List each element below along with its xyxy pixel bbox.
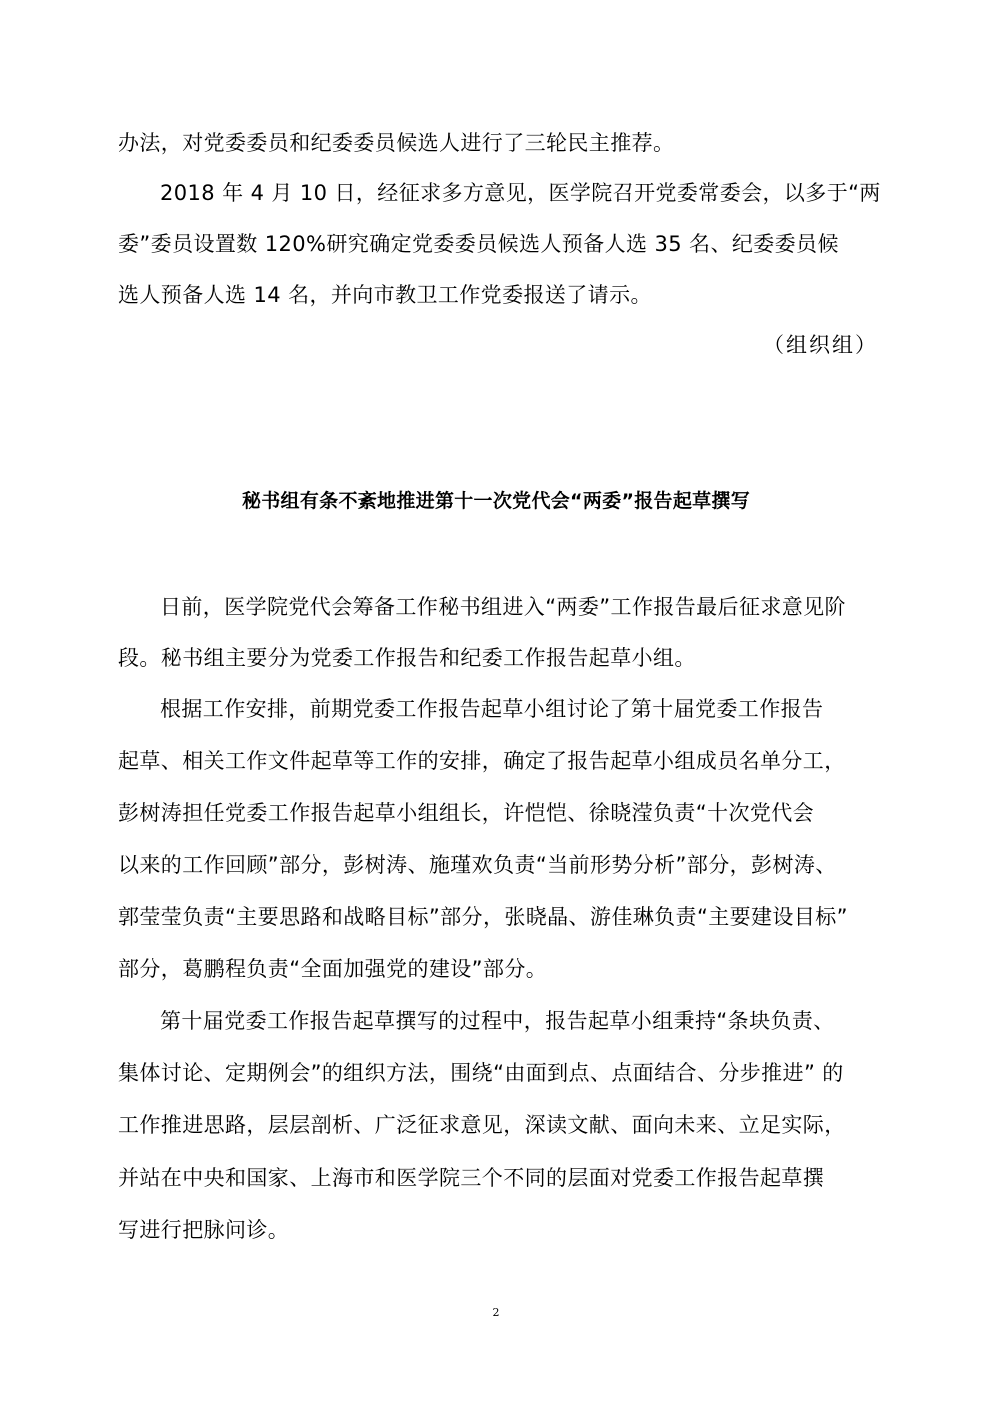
paragraph-line: 选人预备人选 14 名，并向市教卫工作党委报送了请示。 bbox=[118, 283, 652, 307]
paragraph-line: 以来的工作回顾”部分，彭树涛、施瑾欢负责“当前形势分析”部分，彭树涛、 bbox=[118, 853, 837, 877]
article-title: 秘书组有条不紊地推进第十一次党代会“两委”报告起草撰写 bbox=[241, 490, 751, 512]
page-number: 2 bbox=[492, 1306, 500, 1319]
paragraph-line: 办法，对党委委员和纪委委员候选人进行了三轮民主推荐。 bbox=[118, 131, 675, 155]
paragraph-line: 集体讨论、定期例会”的组织方法，围绕“由面到点、点面结合、分步推进” 的 bbox=[118, 1061, 844, 1085]
paragraph-line: 写进行把脉问诊。 bbox=[118, 1218, 290, 1242]
paragraph-line: 工作推进思路，层层剖析、广泛征求意见，深读文献、面向未来、立足实际， bbox=[118, 1113, 846, 1137]
paragraph-line: 2018 年 4 月 10 日，经征求多方意见，医学院召开党委常委会，以多于“两 bbox=[160, 181, 881, 205]
paragraph-line: 郭莹莹负责“主要思路和战略目标”部分，张晓晶、游佳琳负责“主要建设目标” bbox=[118, 905, 848, 929]
paragraph-line: 部分，葛鹏程负责“全面加强党的建设”部分。 bbox=[118, 957, 548, 981]
paragraph-line: 根据工作安排，前期党委工作报告起草小组讨论了第十届党委工作报告 bbox=[160, 697, 824, 721]
paragraph-line: 日前，医学院党代会筹备工作秘书组进入“两委”工作报告最后征求意见阶 bbox=[160, 595, 846, 619]
paragraph-line: 并站在中央和国家、上海市和医学院三个不同的层面对党委工作报告起草撰 bbox=[118, 1166, 825, 1190]
paragraph-line: 起草、相关工作文件起草等工作的安排，确定了报告起草小组成员名单分工， bbox=[118, 749, 846, 773]
paragraph-line: 段。秘书组主要分为党委工作报告和纪委工作报告起草小组。 bbox=[118, 646, 696, 670]
paragraph-line: 彭树涛担任党委工作报告起草小组组长，许恺恺、徐晓滢负责“十次党代会 bbox=[118, 801, 815, 825]
paragraph-line: 第十届党委工作报告起草撰写的过程中，报告起草小组秉持“条块负责、 bbox=[160, 1009, 835, 1033]
signature-label: （组织组） bbox=[763, 333, 878, 357]
paragraph-line: 委”委员设置数 120%研究确定党委委员候选人预备人选 35 名、纪委委员候 bbox=[118, 232, 839, 256]
